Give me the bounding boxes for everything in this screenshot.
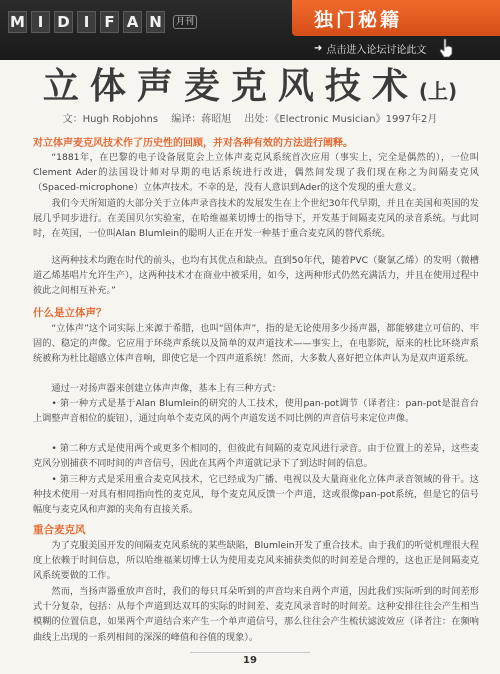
brand-logo bbox=[8, 10, 197, 34]
section-heading: 重合麦克风 bbox=[33, 524, 86, 536]
brand-letter: I bbox=[77, 11, 96, 33]
byline-editor: 编译：蒋昭旭 bbox=[171, 114, 232, 125]
brand-letter: N bbox=[146, 11, 165, 33]
magazine-header-bar bbox=[0, 0, 500, 60]
article-title-part: (上) bbox=[418, 79, 458, 103]
column-tab bbox=[292, 0, 500, 36]
brand-letter: I bbox=[31, 11, 50, 33]
forum-link-label: 点击进入论坛讨论此文 bbox=[326, 44, 427, 56]
body-paragraph: 然而，当扬声器重放声音时，我们的每只耳朵听到的声音均来自两个声道，因此我们实际听到的时间差形式十分复杂，包括：从每个声道到达双耳的实际的时间差、麦克风录音时的时间差。这种安排往往会产生相当模糊的位置信息，如果两个声道结合来产生一个单声道信号，那么往往会产生梳状滤波效应（译者注：在频响曲线上出现的一系列相间的深深的峰值和谷值的现象）。 bbox=[33, 586, 479, 643]
brand-badge: 月刊 bbox=[173, 15, 197, 29]
byline bbox=[0, 110, 500, 125]
article-lead: 对立体声麦克风技术作了历史性的回顾，并对各种有效的方法进行阐释。 bbox=[33, 138, 353, 149]
page-number: 19 bbox=[243, 655, 257, 666]
bullet-item: • 第一种方式是基于Alan Blumlein的研究的人工技术，使用pan-pot调节（译者注：pan-pot是混音台上调整声音相位的旋钮），通过向单个麦克风的两个声道发送不同比例的声音信号来定位声像。 bbox=[33, 398, 479, 425]
bullet-item: • 第三种方式是采用重合麦克风技术，它已经成为广播、电视以及大量商业化立体声录音领域的骨干。这种技术使用一对具有相同指向性的麦克风，每个麦克风反馈一个声道，这或很像pan-pot系统，但是它的信号幅度与麦克风和声源的夹角有直接关系。 bbox=[33, 474, 479, 516]
byline-author: 文：Hugh Robjohns bbox=[62, 114, 159, 125]
body-paragraph: “立体声”这个词实际上来源于希腊，也叫“固体声”，指的是无论使用多少扬声器，都能够建立可信的、牢固的、稳定的声像。它应用于环绕声系统以及简单的双声道技术——事实上，在电影院，原来的杜比环绕声系统被称为杜比超感立体声音响，即使它是一个四声道系统！然而，大多数人喜好把立体声认为是双声道系统。 bbox=[33, 323, 479, 365]
brand-letter: D bbox=[54, 11, 73, 33]
body-paragraph: 我们今天所知道的大部分关于立体声录音技术的发展发生在上个世纪30年代早期，并且在美国和英国的发展几乎同步进行。在美国贝尔实验室，在哈维福莱切博士的指导下，开发基于间隔麦克风的录音系统。与此同时，在英国，一位叫Alan Blumlein的聪明人正在开发一种基于重合麦克风的替代系统。 bbox=[33, 198, 479, 240]
brand-letter: A bbox=[123, 11, 142, 33]
byline-source: 出处：《Electronic Musician》1997年2月 bbox=[244, 114, 438, 125]
body-paragraph: “1881年，在巴黎的电子设备展览会上立体声麦克风系统首次应用（事实上，完全是偶然的），一位叫Clement Ader的法国设计师对早期的电话系统进行改进，偶然间发现了我们现在称之为间隔麦克风（Spaced-microphone）立体声技术。不幸的是，没有人意识到Ader的这个发现的重大意义。 bbox=[33, 152, 479, 194]
body-paragraph: 为了克服美国开发的间隔麦克风系统的某些缺陷，Blumlein开发了重合技术。由于我们的听觉机理很大程度上依赖于时间信息，所以哈维福莱切博士认为使用麦克风来捕获类似的时间差是合理的，这也正是间隔麦克风系统要做的工作。 bbox=[33, 540, 479, 582]
article-title: 立体声麦克风技术 bbox=[42, 65, 419, 107]
pointing-hand-icon bbox=[438, 38, 454, 58]
arrow-right-icon: ➜ bbox=[314, 42, 323, 54]
section-heading: 什么是立体声？ bbox=[33, 307, 107, 319]
column-title: 独门秘籍 bbox=[314, 9, 403, 31]
brand-letter: F bbox=[100, 11, 119, 33]
forum-discussion-link[interactable] bbox=[314, 40, 426, 56]
brand-letter: M bbox=[8, 11, 27, 33]
body-paragraph: 通过一对扬声器来创建立体声声像，基本上有三种方式： bbox=[51, 383, 282, 394]
bullet-item: • 第二种方式是使用两个或更多个相同的，但彼此有间隔的麦克风进行录音。由于位置上的差异，这些麦克风分别捕获不同时间的声音信号，因此在其两个声道就记录下了到达时间的信息。 bbox=[33, 443, 479, 470]
body-paragraph: 这两种技术均跑在时代的前头，也均有其优点和缺点。直到50年代，随着PVC（聚氯乙烯）的发明（微槽道乙烯基唱片允许生产），这两种技术才在商业中被采用，如今，这两种形式仍然充满活力，并且在使用过程中彼此之间相互补充。” bbox=[33, 255, 479, 297]
article-title-block bbox=[28, 64, 472, 113]
footer-divider bbox=[190, 652, 310, 653]
